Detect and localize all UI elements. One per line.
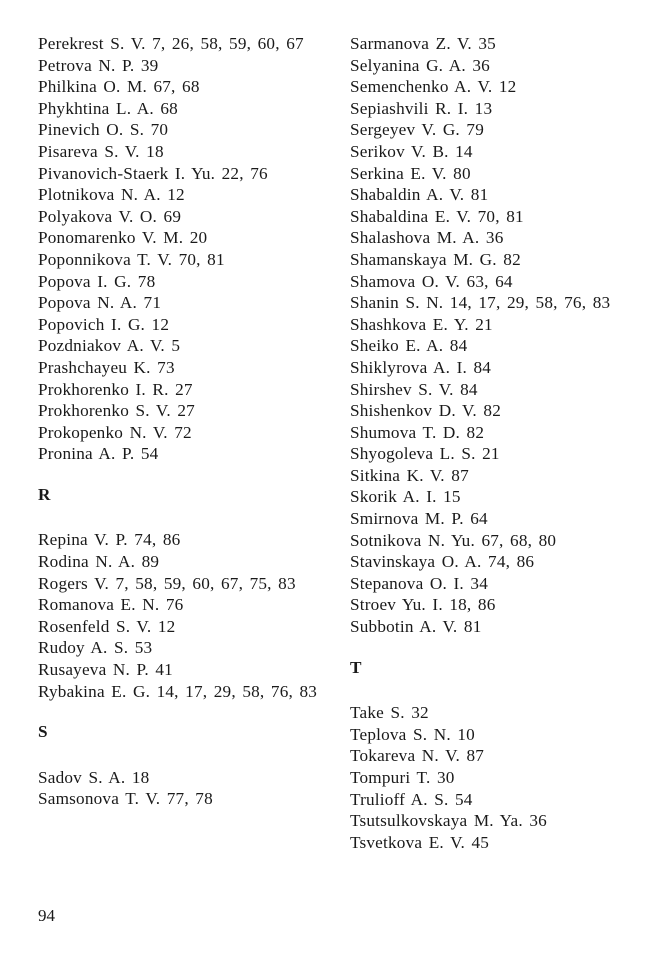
index-entry: Tsutsulkovskaya M. Ya. 36 [350,811,547,831]
index-entry: Sitkina K. V. 87 [350,465,469,485]
index-entry: Philkina O. M. 67, 68 [38,77,200,97]
index-entry: Shanin S. N. 14, 17, 29, 58, 76, 83 [350,293,611,313]
index-entry: Repina V. P. 74, 86 [38,530,181,550]
index-entry: Petrova N. P. 39 [38,55,159,75]
section-heading: S [38,722,48,742]
index-entry: Teplova S. N. 10 [350,724,475,744]
index-entry: Romanova E. N. 76 [38,595,184,615]
index-entry: Pozdniakov A. V. 5 [38,336,181,356]
index-entry: Prashchayeu K. 73 [38,357,175,377]
index-entry: Poponnikova T. V. 70, 81 [38,249,225,269]
index-entry: Serikov V. B. 14 [350,141,473,161]
index-entry: Ponomarenko V. M. 20 [38,228,208,248]
index-entry: Shamanskaya M. G. 82 [350,249,521,269]
index-entry: Plotnikova N. A. 12 [38,185,185,205]
index-entry: Popova N. A. 71 [38,293,162,313]
index-entry: Popovich I. G. 12 [38,314,170,334]
index-entry: Samsonova T. V. 77, 78 [38,789,213,809]
index-entry: Shishenkov D. V. 82 [350,401,501,421]
index-entry: Skorik A. I. 15 [350,487,461,507]
index-entry: Shashkova E. Y. 21 [350,314,493,334]
index-entry: Sheiko E. A. 84 [350,336,468,356]
index-entry: Prokopenko N. V. 72 [38,422,192,442]
index-entry: Shirshev S. V. 84 [350,379,478,399]
index-entry: Shabaldina E. V. 70, 81 [350,206,524,226]
index-entry: Pronina A. P. 54 [38,444,159,464]
index-entry: Sergeyev V. G. 79 [350,120,485,140]
index-entry: Rybakina E. G. 14, 17, 29, 58, 76, 83 [38,681,318,701]
index-entry: Rogers V. 7, 58, 59, 60, 67, 75, 83 [38,573,296,593]
index-entry: Selyanina G. A. 36 [350,55,490,75]
index-entry: Stavinskaya O. A. 74, 86 [350,552,535,572]
index-entry: Pisareva S. V. 18 [38,141,164,161]
index-entry: Sadov S. A. 18 [38,767,150,787]
index-entry: Serkina E. V. 80 [350,163,471,183]
index-entry: Rusayeva N. P. 41 [38,660,173,680]
index-entry: Popova I. G. 78 [38,271,156,291]
index-entry: Sotnikova N. Yu. 67, 68, 80 [350,530,557,550]
index-entry: Semenchenko A. V. 12 [350,77,517,97]
index-column-left [38,33,338,810]
index-entry: Shyogoleva L. S. 21 [350,444,500,464]
index-entry: Prokhorenko I. R. 27 [38,379,193,399]
index-entry: Sarmanova Z. V. 35 [350,34,496,53]
index-entry: Shumova T. D. 82 [350,422,485,442]
index-entry: Pivanovich-Staerk I. Yu. 22, 76 [38,163,268,183]
section-heading: R [38,484,51,504]
index-entry: Perekrest S. V. 7, 26, 58, 59, 60, 67 [38,34,304,53]
index-entry: Stroev Yu. I. 18, 86 [350,595,496,615]
section-heading: T [350,657,362,677]
page-number: 94 [38,906,55,925]
index-entry: Smirnova M. P. 64 [350,509,488,529]
index-entry: Tsvetkova E. V. 45 [350,832,490,852]
index-entry: Rudoy A. S. 53 [38,638,153,658]
index-entry: Prokhorenko S. V. 27 [38,401,195,421]
index-entry: Subbotin A. V. 81 [350,617,482,637]
index-entry: Stepanova O. I. 34 [350,573,489,593]
index-entry: Tokareva N. V. 87 [350,746,485,766]
index-column-right [350,33,650,853]
index-entry: Pinevich O. S. 70 [38,120,169,140]
index-entry: Rodina N. A. 89 [38,552,160,572]
index-entry: Polyakova V. O. 69 [38,206,182,226]
index-entry: Phykhtina L. A. 68 [38,98,178,118]
index-entry: Shiklyrova A. I. 84 [350,357,492,377]
index-entry: Rosenfeld S. V. 12 [38,616,176,636]
index-entry: Shalashova M. A. 36 [350,228,504,248]
index-entry: Shamova O. V. 63, 64 [350,271,513,291]
index-entry: Sepiashvili R. I. 13 [350,98,493,118]
index-entry: Trulioff A. S. 54 [350,789,473,809]
index-entry: Take S. 32 [350,703,429,723]
index-entry: Shabaldin A. V. 81 [350,185,489,205]
index-entry: Tompuri T. 30 [350,768,455,787]
